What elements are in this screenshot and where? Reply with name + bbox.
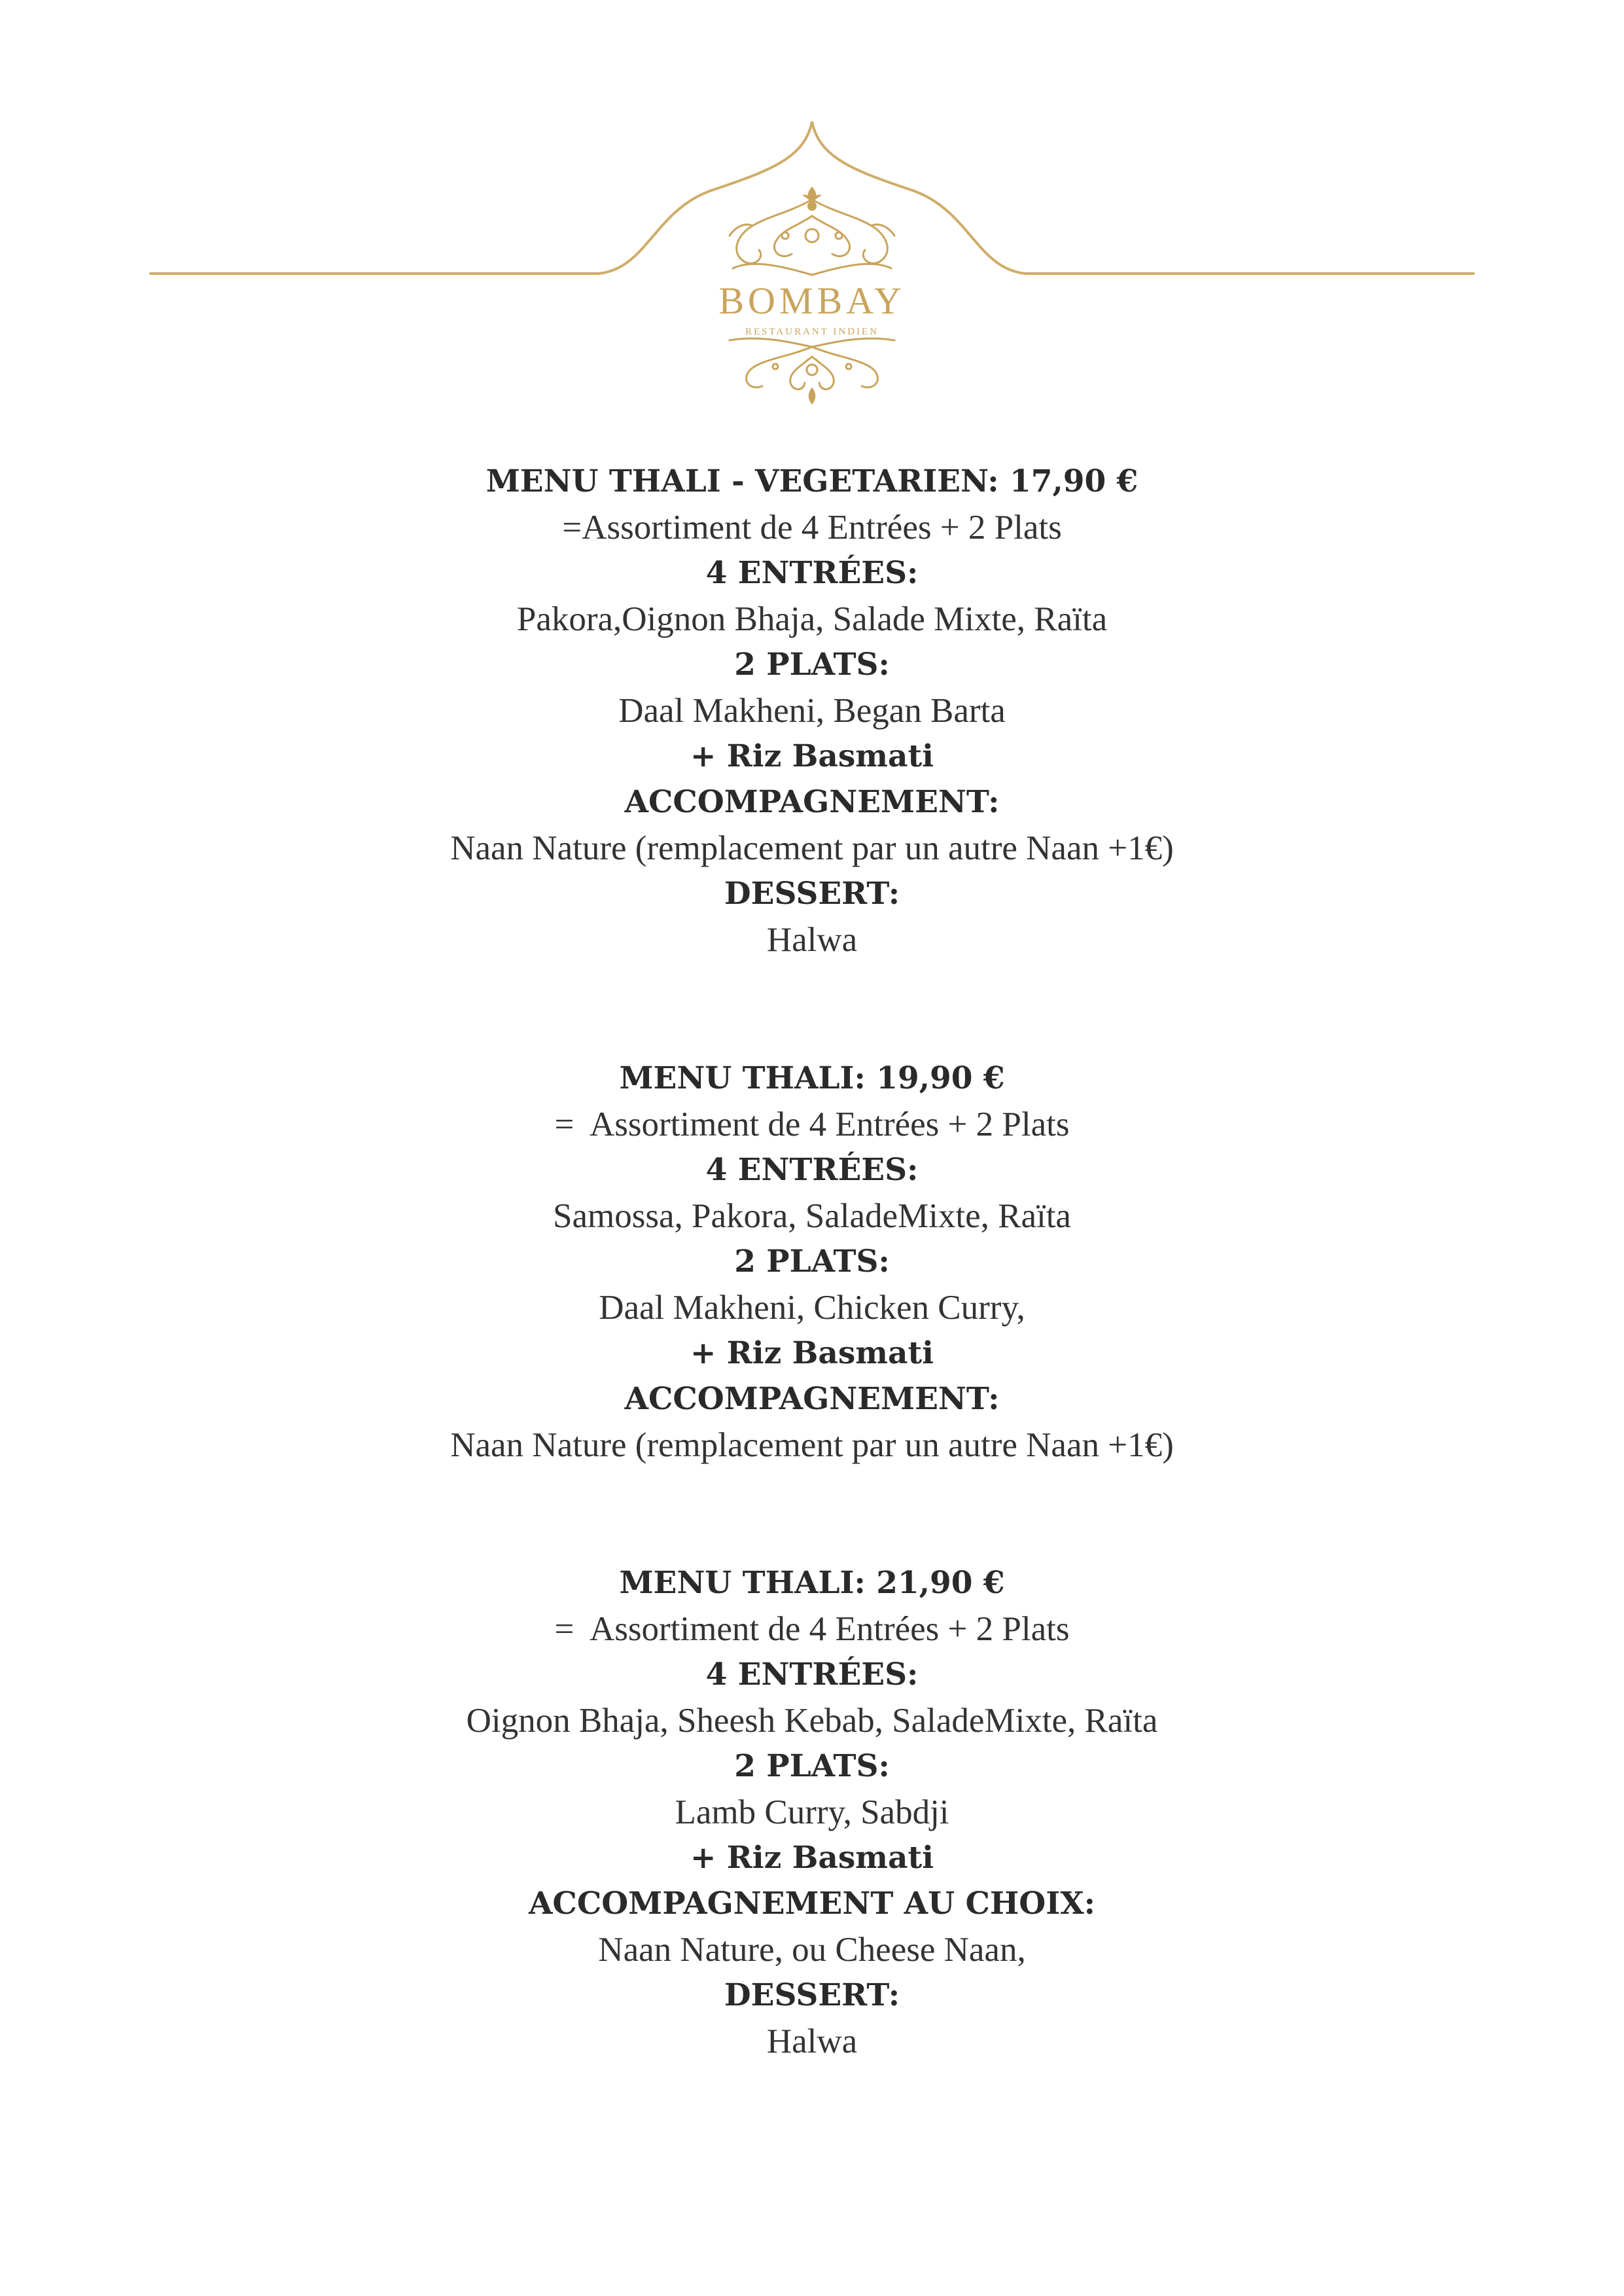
logo-ornament-top (730, 200, 894, 275)
menu-thali-1990 (0, 1056, 1624, 1468)
rice-accent: + Riz Basmati (690, 1335, 934, 1371)
mains-list: Daal Makheni, Began Barta (618, 692, 1006, 730)
dessert-heading: DESSERT: (724, 1977, 900, 2013)
menu-description: =Assortiment de 4 Entrées + 2 Plats (562, 509, 1062, 547)
menu-description: = Assortiment de 4 Entrées + 2 Plats (554, 1105, 1070, 1143)
menu-thali-2190 (0, 1560, 1624, 2064)
side-heading: ACCOMPAGNEMENT: (624, 1381, 1000, 1417)
mains-list: Lamb Curry, Sabdji (675, 1793, 949, 1831)
rice-accent: + Riz Basmati (690, 1840, 934, 1876)
starters-heading: 4 ENTRÉES: (705, 1152, 919, 1188)
menu-title: MENU THALI: 21,90 € (619, 1565, 1005, 1601)
starters-heading: 4 ENTRÉES: (705, 1657, 919, 1693)
mains-heading: 2 PLATS: (734, 1748, 890, 1784)
menu-thali-vegetarien (0, 459, 1624, 963)
header-dome-ornament (0, 0, 1624, 419)
side-heading: ACCOMPAGNEMENT AU CHOIX: (528, 1886, 1096, 1922)
logo-ornament-bottom (730, 338, 894, 389)
mains-heading: 2 PLATS: (734, 647, 890, 683)
starters-heading: 4 ENTRÉES: (705, 555, 919, 591)
side-item: Naan Nature (remplacement par un autre Naan +1€) (450, 829, 1174, 867)
dessert-item: Halwa (766, 921, 858, 959)
logo-subtitle: RESTAURANT INDIEN (745, 327, 879, 337)
logo-drop (809, 387, 816, 404)
mains-list: Daal Makheni, Chicken Curry, (599, 1289, 1025, 1327)
side-item: Naan Nature (remplacement par un autre Naan +1€) (450, 1426, 1174, 1464)
dessert-heading: DESSERT: (724, 876, 900, 912)
rice-accent: + Riz Basmati (690, 738, 934, 774)
logo-finial (802, 187, 822, 211)
menu-description: = Assortiment de 4 Entrées + 2 Plats (554, 1610, 1070, 1648)
starters-list: Pakora,Oignon Bhaja, Salade Mixte, Raïta (516, 600, 1108, 638)
starters-list: Oignon Bhaja, Sheesh Kebab, SaladeMixte, Raïta (466, 1702, 1158, 1740)
side-heading: ACCOMPAGNEMENT: (624, 784, 1000, 820)
dessert-item: Halwa (766, 2022, 858, 2060)
mains-heading: 2 PLATS: (734, 1244, 890, 1280)
starters-list: Samossa, Pakora, SaladeMixte, Raïta (553, 1197, 1071, 1235)
side-item: Naan Nature, ou Cheese Naan, (598, 1931, 1026, 1969)
menu-title: MENU THALI: 19,90 € (619, 1060, 1005, 1096)
logo-name: BOMBAY (718, 279, 906, 322)
menu-title: MENU THALI - VEGETARIEN: 17,90 € (485, 463, 1139, 499)
